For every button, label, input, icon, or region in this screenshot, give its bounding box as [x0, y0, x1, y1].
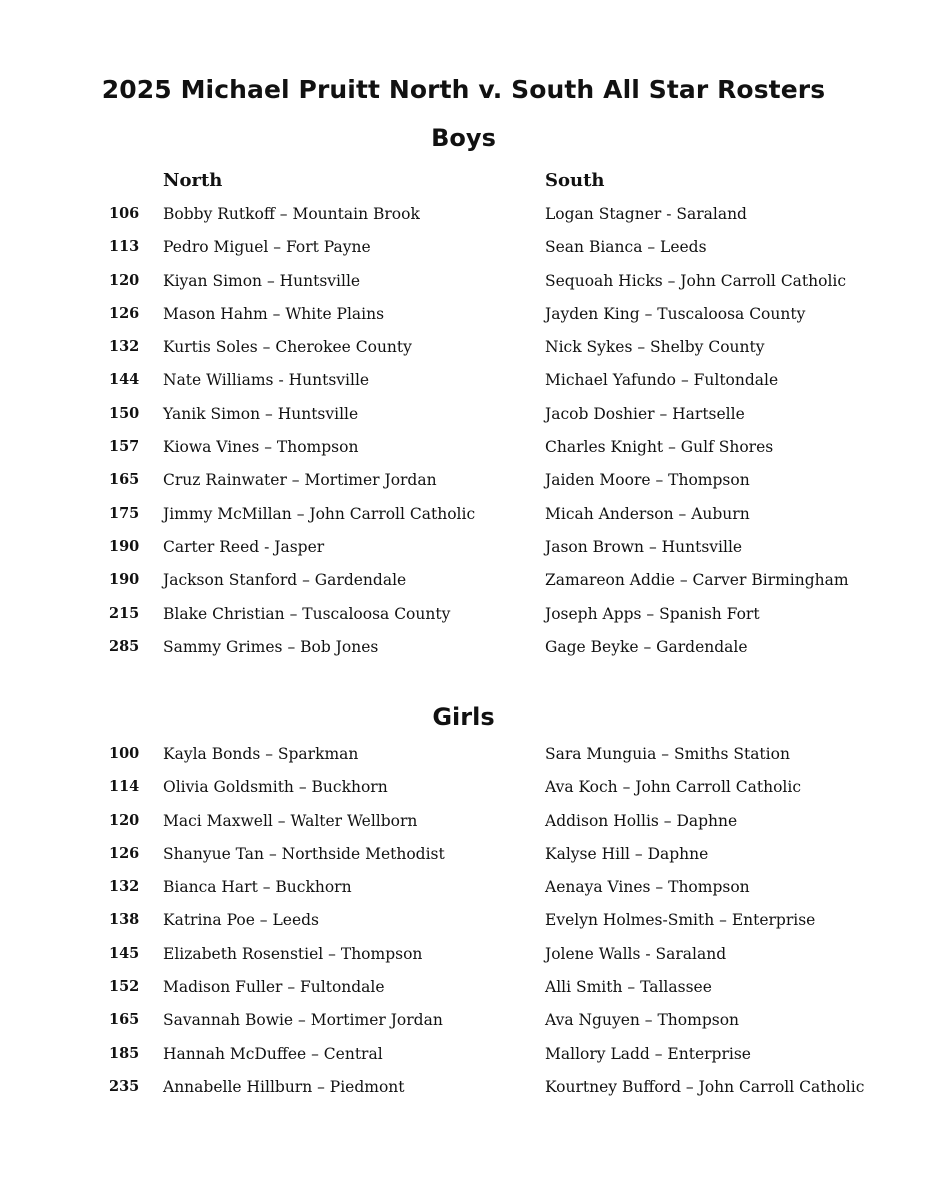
- north-column-header: North: [163, 170, 223, 191]
- roster-row: [0, 538, 927, 571]
- roster-row: [0, 571, 927, 604]
- south-wrestler: Sequoah Hicks – John Carroll Catholic: [545, 271, 847, 290]
- weight-class: 152: [109, 978, 140, 996]
- south-wrestler: Jolene Walls - Saraland: [545, 944, 727, 963]
- north-wrestler: Kurtis Soles – Cherokee County: [163, 338, 412, 357]
- south-wrestler: Joseph Apps – Spanish Fort: [545, 604, 760, 623]
- roster-row: [0, 205, 927, 238]
- north-wrestler: Jimmy McMillan – John Carroll Catholic: [163, 504, 476, 523]
- south-wrestler: Jason Brown – Huntsville: [545, 537, 743, 556]
- roster-row: [0, 812, 927, 845]
- south-wrestler: Ava Nguyen – Thompson: [545, 1011, 740, 1030]
- weight-class: 215: [109, 604, 140, 622]
- north-wrestler: Blake Christian – Tuscaloosa County: [163, 604, 451, 623]
- roster-row: [0, 505, 927, 538]
- north-wrestler: Carter Reed - Jasper: [163, 537, 325, 556]
- south-wrestler: Evelyn Holmes-Smith – Enterprise: [545, 911, 816, 930]
- roster-row: [0, 845, 927, 878]
- north-wrestler: Kiyan Simon – Huntsville: [163, 271, 361, 290]
- south-wrestler: Gage Beyke – Gardendale: [545, 637, 748, 656]
- weight-class: 132: [109, 338, 140, 356]
- roster-row: [0, 638, 927, 671]
- roster-row: [0, 945, 927, 978]
- south-wrestler: Sean Bianca – Leeds: [545, 238, 707, 257]
- roster-row: [0, 605, 927, 638]
- weight-class: 126: [109, 304, 140, 322]
- south-wrestler: Charles Knight – Gulf Shores: [545, 438, 774, 457]
- boys-roster-table: [0, 205, 927, 671]
- south-wrestler: Kourtney Bufford – John Carroll Catholic: [545, 1077, 865, 1096]
- roster-row: [0, 338, 927, 371]
- weight-class: 165: [109, 471, 140, 489]
- roster-row: [0, 978, 927, 1011]
- south-wrestler: Jaiden Moore – Thompson: [545, 471, 750, 490]
- girls-section-heading: Girls: [432, 703, 495, 731]
- north-wrestler: Pedro Miguel – Fort Payne: [163, 238, 371, 257]
- weight-class: 285: [109, 637, 140, 655]
- north-wrestler: Annabelle Hillburn – Piedmont: [163, 1077, 405, 1096]
- south-wrestler: Jacob Doshier – Hartselle: [545, 404, 745, 423]
- south-wrestler: Sara Munguia – Smiths Station: [545, 745, 790, 763]
- weight-class: 138: [109, 911, 140, 929]
- south-wrestler: Michael Yafundo – Fultondale: [545, 371, 779, 390]
- south-wrestler: Ava Koch – John Carroll Catholic: [545, 778, 802, 797]
- weight-class: 120: [109, 271, 140, 289]
- south-wrestler: Zamareon Addie – Carver Birmingham: [545, 571, 849, 590]
- page-title: 2025 Michael Pruitt North v. South All Star Rosters: [101, 75, 826, 104]
- south-wrestler: Logan Stagner - Saraland: [545, 205, 747, 223]
- north-wrestler: Maci Maxwell – Walter Wellborn: [163, 811, 418, 830]
- south-wrestler: Mallory Ladd – Enterprise: [545, 1044, 751, 1063]
- weight-class: 190: [109, 537, 140, 555]
- roster-row: [0, 911, 927, 944]
- weight-class: 235: [109, 1077, 140, 1095]
- weight-class: 126: [109, 844, 140, 862]
- south-wrestler: Addison Hollis – Daphne: [545, 811, 738, 830]
- weight-class: 165: [109, 1011, 140, 1029]
- north-wrestler: Cruz Rainwater – Mortimer Jordan: [163, 471, 437, 490]
- weight-class: 100: [109, 745, 140, 762]
- weight-class: 120: [109, 811, 140, 829]
- weight-class: 106: [109, 205, 140, 222]
- north-wrestler: Mason Hahm – White Plains: [163, 304, 385, 323]
- roster-row: [0, 438, 927, 471]
- north-wrestler: Olivia Goldsmith – Buckhorn: [163, 778, 388, 797]
- north-wrestler: Bobby Rutkoff – Mountain Brook: [163, 205, 420, 223]
- south-wrestler: Aenaya Vines – Thompson: [545, 878, 750, 897]
- weight-class: 114: [109, 778, 140, 796]
- roster-row: [0, 878, 927, 911]
- roster-row: [0, 745, 927, 778]
- weight-class: 190: [109, 571, 140, 589]
- weight-class: 145: [109, 944, 140, 962]
- weight-class: 175: [109, 504, 140, 522]
- north-wrestler: Bianca Hart – Buckhorn: [163, 878, 352, 897]
- boys-section-heading: Boys: [431, 124, 496, 152]
- north-wrestler: Madison Fuller – Fultondale: [163, 978, 385, 997]
- north-wrestler: Yanik Simon – Huntsville: [163, 404, 359, 423]
- weight-class: 185: [109, 1044, 140, 1062]
- weight-class: 157: [109, 438, 140, 456]
- north-wrestler: Elizabeth Rosenstiel – Thompson: [163, 944, 423, 963]
- roster-row: [0, 238, 927, 271]
- roster-row: [0, 471, 927, 504]
- north-wrestler: Katrina Poe – Leeds: [163, 911, 319, 930]
- north-wrestler: Kayla Bonds – Sparkman: [163, 745, 359, 763]
- roster-row: [0, 1011, 927, 1044]
- north-wrestler: Savannah Bowie – Mortimer Jordan: [163, 1011, 443, 1030]
- south-wrestler: Jayden King – Tuscaloosa County: [545, 304, 806, 323]
- north-wrestler: Hannah McDuffee – Central: [163, 1044, 383, 1063]
- weight-class: 113: [109, 238, 140, 256]
- south-wrestler: Alli Smith – Tallassee: [545, 978, 712, 997]
- weight-class: 132: [109, 878, 140, 896]
- roster-row: [0, 371, 927, 404]
- girls-roster-table: [0, 745, 927, 1111]
- roster-row: [0, 305, 927, 338]
- roster-row: [0, 1078, 927, 1111]
- south-wrestler: Kalyse Hill – Daphne: [545, 844, 709, 863]
- weight-class: 150: [109, 404, 140, 422]
- roster-row: [0, 405, 927, 438]
- north-wrestler: Jackson Stanford – Gardendale: [163, 571, 407, 590]
- roster-row: [0, 1045, 927, 1078]
- roster-row: [0, 272, 927, 305]
- weight-class: 144: [109, 371, 140, 389]
- roster-row: [0, 778, 927, 811]
- north-wrestler: Sammy Grimes – Bob Jones: [163, 637, 379, 656]
- north-wrestler: Shanyue Tan – Northside Methodist: [163, 844, 445, 863]
- north-wrestler: Kiowa Vines – Thompson: [163, 438, 359, 457]
- north-wrestler: Nate Williams - Huntsville: [163, 371, 370, 390]
- south-wrestler: Micah Anderson – Auburn: [545, 504, 750, 523]
- south-wrestler: Nick Sykes – Shelby County: [545, 338, 765, 357]
- south-column-header: South: [545, 170, 605, 191]
